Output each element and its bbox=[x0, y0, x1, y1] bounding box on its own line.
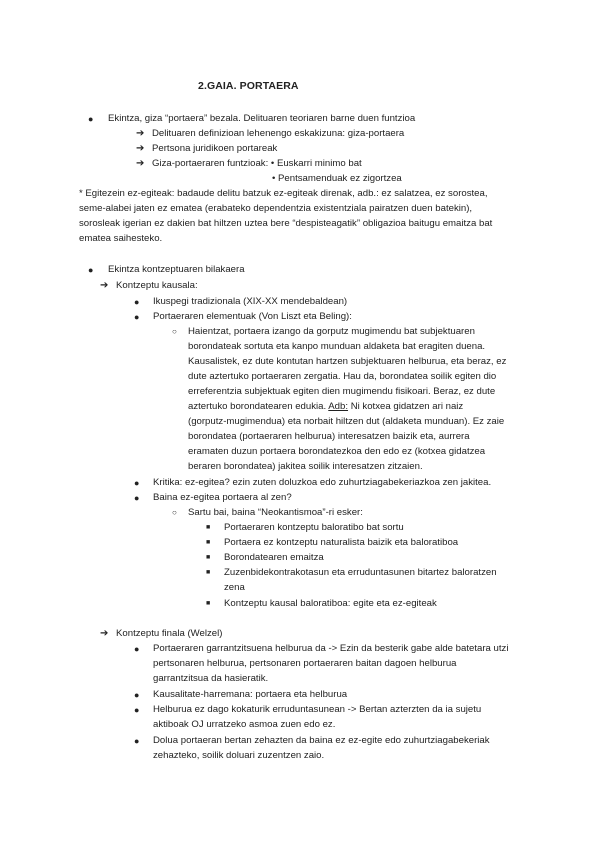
bullet-dot: ● bbox=[134, 493, 140, 503]
finala-item-1-cont1: pertsonaren helburua, pertsonaren portaeraren baitan dagoen helburua bbox=[153, 658, 457, 669]
para-line-6-rest: Ni kotxea gidatzen ari naiz bbox=[348, 401, 464, 412]
para-line-6 bbox=[188, 401, 463, 413]
para-line-3: Kausalistek, ez dute kontutan hartzen subjektuaren helburua, eta beraz, ez bbox=[188, 356, 507, 367]
square-bullet-icon: ■ bbox=[206, 600, 211, 607]
example-label: Adb: bbox=[328, 401, 349, 412]
arrow-item-1: Delituaren definizioan lehenengo eskakizuna: giza-portaera bbox=[152, 128, 405, 139]
para-line-4: dute aztertuko portaeraren zergatia. Hau da, borondatea soilik egiten dio bbox=[188, 371, 497, 382]
bullet-dot: ● bbox=[134, 312, 140, 322]
note-line-1: * Egitezein ez-egiteak: badaude delitu batzuk ez-egiteak direnak, adb.: ez salatzea, ez sorostea, bbox=[79, 188, 488, 199]
para-line-8: borondatea (portaeraren helburua) interesatzen baizik eta, aurrera bbox=[188, 431, 470, 442]
bullet-dot: ● bbox=[134, 705, 140, 715]
bullet-dot: ● bbox=[134, 644, 140, 654]
square-bullet-icon: ■ bbox=[206, 539, 211, 546]
finala-item-1-cont2: garrantzitsua da hasieratik. bbox=[153, 673, 269, 684]
finala-heading: Kontzeptu finala (Welzel) bbox=[116, 628, 223, 639]
page-title: 2.GAIA. PORTAERA bbox=[198, 80, 299, 92]
section1-heading: Ekintza, giza “portaera” bezala. Delituaren teoriaren barne duen funtzioa bbox=[108, 113, 416, 124]
kausala-heading: Kontzeptu kausala: bbox=[116, 280, 198, 291]
square-bullet-icon: ■ bbox=[206, 524, 211, 531]
para-line-6-text: aztertuko borondatearen edukia. bbox=[188, 401, 327, 412]
square-item-4: Zuzenbidekontrakotasun eta erruduntasunen bitartez baloratzen bbox=[224, 567, 497, 578]
square-bullet-icon: ■ bbox=[206, 569, 211, 576]
para-line-10: beraren borondatea) jakitea soilik interesatzen zitzaien. bbox=[188, 461, 423, 472]
para-line-2: borondateak sortuta eta kanpo munduan aldaketa bat eragiten duena. bbox=[188, 341, 486, 352]
finala-item-3-cont: aktiboak OJ urratzeko asmoa zuen edo ez. bbox=[153, 719, 336, 730]
square-item-1: Portaeraren kontzeptu baloratibo bat sortu bbox=[224, 522, 404, 533]
bullet-dot: ● bbox=[88, 265, 94, 275]
finala-item-4: Dolua portaeran bertan zehazten da baina ez ez-egite edo zuhurtziagabekeriak bbox=[153, 735, 490, 746]
arrow-item-3: Giza-portaeraren funtzioak: • Euskarri minimo bat bbox=[152, 158, 362, 169]
para-line-1: Haientzat, portaera izango da gorputz mugimendu bat subjektuaren bbox=[188, 326, 475, 337]
arrow-icon: ➔ bbox=[136, 158, 145, 169]
bullet-dot: ● bbox=[134, 297, 140, 307]
finala-item-4-cont: zehazteko, soilik doluari zuzentzen zaio. bbox=[153, 750, 325, 761]
sartu-item: Sartu bai, baina “Neokantismoa”-ri esker: bbox=[188, 507, 363, 518]
note-line-3: sorosleak igerian ez dakien bat hiltzen uztea bere “despisteagatik” obligazioa baitugu emaitza bat bbox=[79, 218, 493, 229]
finala-item-2: Kausalitate-harremana: portaera eta helburua bbox=[153, 689, 348, 700]
para-line-7: (gorputz-mugimendua) eta norbait hiltzen dut (aldaketa munduan). Ez zaie bbox=[188, 416, 505, 427]
note-line-2: seme-alabei jaten ez ematea (erabateko dependentzia existentziala pairatzen duen batekin), bbox=[79, 203, 473, 214]
kausala-item-1: Ikuspegi tradizionala (XIX-XX mendebaldean) bbox=[153, 296, 348, 307]
square-item-3: Borondatearen emaitza bbox=[224, 552, 324, 563]
section2-heading: Ekintza kontzeptuaren bilakaera bbox=[108, 264, 245, 275]
circle-bullet-icon: ○ bbox=[172, 327, 177, 336]
bullet-dot: ● bbox=[134, 736, 140, 746]
bullet-dot: ● bbox=[88, 114, 94, 124]
para-line-5: erreferentzia subjektuak egiten dien mugimendu fisikoari. Beraz, ez dute bbox=[188, 386, 496, 397]
arrow-item-2: Pertsona juridikoen portareak bbox=[152, 143, 278, 154]
arrow-item-3-sub: • Pentsamenduak ez zigortzea bbox=[272, 173, 402, 184]
arrow-icon: ➔ bbox=[100, 280, 109, 291]
bullet-dot: ● bbox=[134, 690, 140, 700]
arrow-icon: ➔ bbox=[136, 143, 145, 154]
bullet-dot: ● bbox=[134, 478, 140, 488]
finala-item-1: Portaeraren garrantzitsuena helburua da -> Ezin da besterik gabe alde batetara utzi bbox=[153, 643, 509, 654]
arrow-icon: ➔ bbox=[100, 628, 109, 639]
circle-bullet-icon: ○ bbox=[172, 508, 177, 517]
kausala-item-2: Portaeraren elementuak (Von Liszt eta Beling): bbox=[153, 311, 352, 322]
finala-item-3: Helburua ez dago kokaturik erruduntasunean -> Bertan azterzten da ia sujetu bbox=[153, 704, 482, 715]
square-item-4-cont: zena bbox=[224, 582, 245, 593]
square-item-2: Portaera ez kontzeptu naturalista baizik eta baloratiboa bbox=[224, 537, 459, 548]
arrow-icon: ➔ bbox=[136, 128, 145, 139]
kritika-item: Kritika: ez-egitea? ezin zuten doluzkoa edo zuhurtziagabekeriazkoa zen jakitea. bbox=[153, 477, 492, 488]
note-line-4: ematea saihesteko. bbox=[79, 233, 163, 244]
square-bullet-icon: ■ bbox=[206, 554, 211, 561]
baina-item: Baina ez-egitea portaera al zen? bbox=[153, 492, 292, 503]
para-line-9: eramaten duzun portaera borondatezkoa den edo ez (kotxea gidatzea bbox=[188, 446, 486, 457]
square-item-5: Kontzeptu kausal baloratiboa: egite eta ez-egiteak bbox=[224, 598, 437, 609]
